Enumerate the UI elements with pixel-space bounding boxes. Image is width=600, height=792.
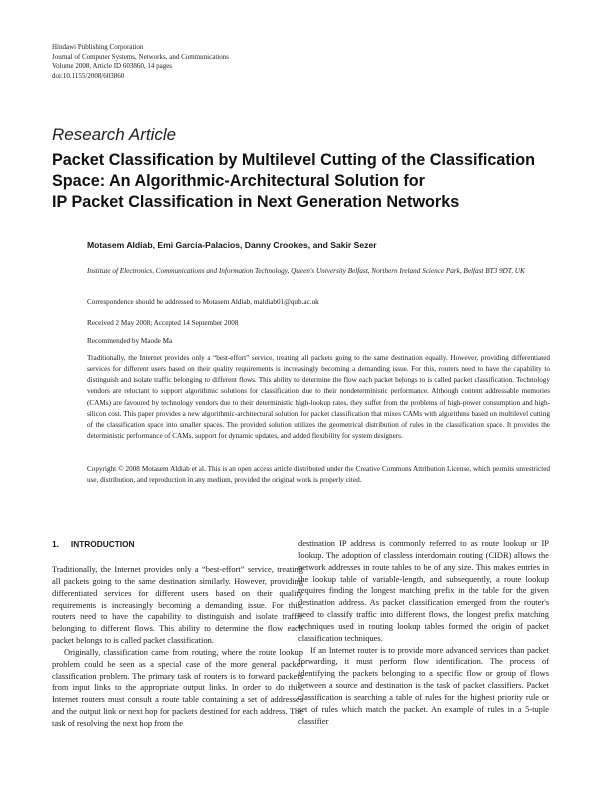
paper-title	[52, 150, 572, 213]
abstract: Traditionally, the Internet provides only a “best-effort” service, treating all packets going to the same destination equally. However, providing differentiated services for different users based on their quality requirements is increasingly becoming a demanding issue. For this, routers need to have the capability to distinguish and isolate traffic belonging to different flows. This ability to determine the flow each packet belongs to is called packet classification. Technology vendors are reluctant to support algorithmic solutions for classification due to their nondeterministic performance. Although content addressable memories (CAMs) are favoured by technology vendors due to their deterministic high-lookup rates, they suffer from the problems of high-power consumption and high-silicon cost. This paper provides a new algorithmic-architectural solution for packet classification that mixes CAMs with algorithms based on multilevel cutting of the classification space into smaller spaces. The provided solution utilizes the geometrical distribution of rules in the classification space. It provides the deterministic performance of CAMs, support for dynamic updates, and added flexibility for system designers.	[87, 354, 550, 441]
received-date: Received 2 May 2008; Accepted 14 September 2008	[87, 319, 239, 327]
section-heading	[52, 538, 303, 550]
article-type: Research Article	[52, 125, 177, 144]
right-column	[298, 538, 549, 728]
title-line: Space: An Algorithmic-Architectural Solution for	[52, 172, 425, 190]
body-paragraph: destination IP address is commonly referred to as route lookup or IP lookup. The adoption of classless interdomain routing (CIDR) allows the network addresses in route tables to be of any size. This makes entries in the lookup table of variable-length, and subsequently, a route lookup requires finding the longest matching prefix in the table for the given destination address. As packet classification emerged from the router's need to classify traffic into different flows, the longest prefix matching techniques used in routing lookup tables formed the origin of packet classification techniques.	[298, 538, 549, 643]
body-paragraph: If an Internet router is to provide more advanced services than packet forwarding, it must perform flow identification. The process of identifying the packets belonging to a specific flow or group of flows between a source and destination is the task of packet classifiers. Packet classification is searching a table of rules for the highest priority rule or set of rules which match the packet. An example of rules in a 5-tuple classifier	[298, 644, 549, 726]
copyright-notice: Copyright © 2008 Motasem Aldiab et al. This is an open access article distributed under the Creative Commons Attribution License, which permits unrestricted use, distribution, and reproduction in any medium, provided the original work is properly cited.	[87, 465, 550, 485]
section-number: 1.	[52, 539, 59, 549]
section-title: INTRODUCTION	[70, 539, 135, 549]
publisher: Hindawi Publishing Corporation	[52, 43, 144, 51]
affiliation: Institute of Electronics, Communications and Information Technology, Queen's University Belfast, Northern Ireland Science Park, Belfast BT3 9DT, UK	[87, 267, 525, 275]
body-paragraph: Originally, classification came from routing, where the route lookup problem could be seen as a special case of the more general packet classification problem. The primary task of routers is to forward packets from input links to the appropriate output links. In order to do this, Internet routers must consult a route table containing a set of addresses and the output link or next hop for packets destined for each address. The task of resolving the next hop from the	[52, 646, 303, 728]
body-paragraph: Traditionally, the Internet provides only a “best-effort” service, treating all packets going to the same destination similarly. However, providing differentiated services for different users based on their quality requirements is increasingly becoming a demanding issue. For this, routers need to have the capability to distinguish and isolate traffic belonging to different flows. This ability to determine the flow each packet belongs to is called packet classification.	[52, 564, 303, 646]
title-line: Packet Classification by Multilevel Cutting of the Classification	[52, 151, 536, 169]
authors: Motasem Aldiab, Emi Garcia-Palacios, Danny Crookes, and Sakir Sezer	[87, 240, 377, 250]
journal-header	[52, 43, 229, 81]
volume-info: Volume 2008, Article ID 603860, 14 pages	[52, 62, 173, 71]
left-column	[52, 538, 303, 730]
recommended-by: Recommended by Maode Ma	[87, 337, 173, 345]
doi: doi:10.1155/2008/603860	[52, 71, 125, 80]
journal-name: Journal of Computer Systems, Networks, and Communications	[52, 52, 229, 61]
correspondence: Correspondence should be addressed to Motasem Aldiab, maldiab01@qub.ac.uk	[87, 298, 319, 306]
title-line: IP Packet Classification in Next Generation Networks	[52, 193, 460, 211]
